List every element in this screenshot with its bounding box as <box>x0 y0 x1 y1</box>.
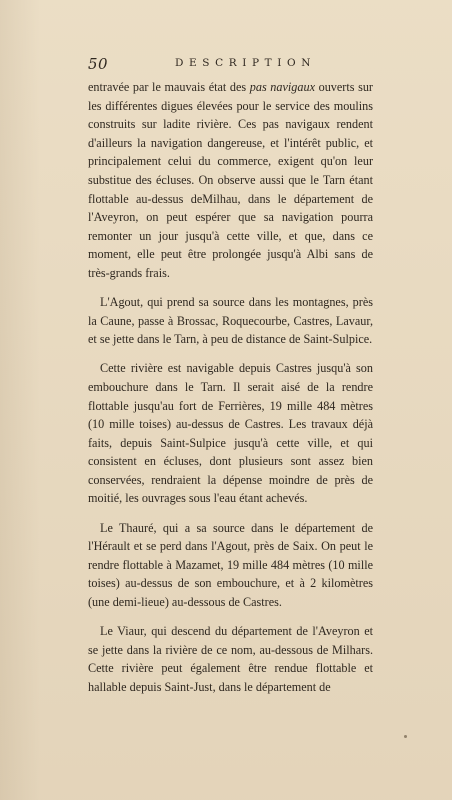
paragraph-viaur: Le Viaur, qui descend du département de l'Aveyron et se jette dans la rivière de ce nom, au-dessous de Milhars. Cette rivière peut également être rendue flottable et hallable depuis Saint-Just, dans le département de <box>88 624 373 694</box>
paragraph-agout-navigable: Cette rivière est navigable depuis Castres jusqu'à son embouchure dans le Tarn. Il serait aisé de la rendre flottable jusqu'au fort de Ferrières, 19 mille 484 mètres (10 mille toises) au-dessus de Castres. Les travaux déjà faits, depuis Saint-Sulpice jusqu'à cette ville, et qui consistent en écluses, dont plusieurs sont assez bien conservées, rendraient la dépense moindre de près de moitié, les ouvrages sous l'eau étant achevés. <box>88 361 373 506</box>
body-text <box>88 78 373 696</box>
paragraph-thaure: Le Thauré, qui a sa source dans le département de l'Hérault et se perd dans l'Agout, près de Saix. On peut le rendre flottable à Mazamet, 19 mille 484 mètres (10 mille toises) au-dessus de son embouchure, et à 2 kilomètres (une demi-lieue) au-dessous de Castres. <box>88 520 373 609</box>
paragraph-text: ouverts sur les différentes digues élevées pour le service des moulins construits sur ladite rivière. Ces pas navigaux rendent d'ailleurs la navigation dangereuse, et l'intérêt public, et principalement celui du commerce, exigent qu'on leur substitue des écluses. On observe aussi que le Tarn étant flottable au-dessus deMilhau, dans le département de l'Aveyron, on peut espérer que sa navigation pourra remonter un jour jusqu'à cette ville, et que, dans ce moment, elle peut être prolongée jusqu'à Albi sans de très-grands frais. <box>88 80 373 280</box>
running-title: DESCRIPTION <box>175 57 316 69</box>
paper-speck <box>404 735 407 738</box>
paragraph-tarn-navigation <box>88 78 373 283</box>
running-head <box>88 55 373 77</box>
paragraph-text: entravée par le mauvais état des <box>88 80 250 94</box>
italic-term: pas navigaux <box>249 80 315 94</box>
paragraph-agout: L'Agout, qui prend sa source dans les montagnes, près la Caune, passe à Brossac, Roquecourbe, Castres, Lavaur, et se jette dans le Tarn, à peu de distance de Saint-Sulpice. <box>88 295 373 347</box>
page-number: 50 <box>88 55 109 73</box>
